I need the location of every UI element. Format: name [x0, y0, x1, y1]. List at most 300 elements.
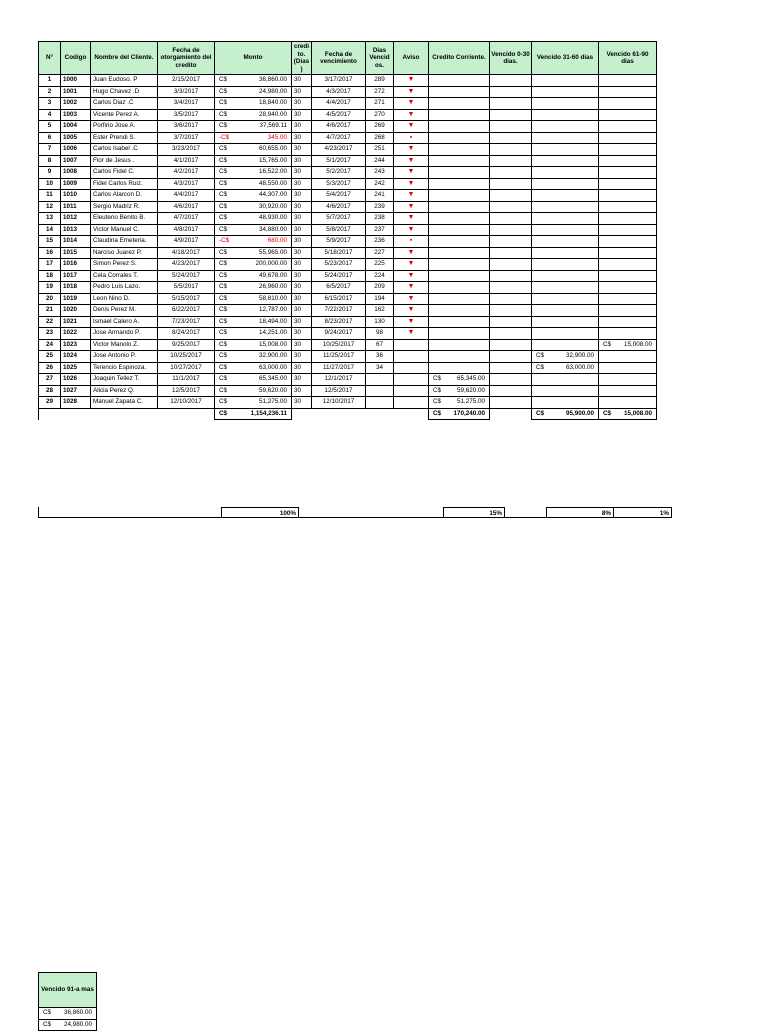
- cell-monto[interactable]: [215, 213, 292, 225]
- cell-fecha-vencimiento[interactable]: 12/5/2017: [312, 385, 366, 397]
- cell-n[interactable]: 22: [39, 316, 61, 328]
- cell-credito-corriente[interactable]: [429, 86, 490, 98]
- cell-dias-vencidos[interactable]: 36: [366, 351, 394, 363]
- cell-monto[interactable]: [215, 178, 292, 190]
- cell-n[interactable]: 29: [39, 397, 61, 409]
- cell-credito-corriente[interactable]: [429, 328, 490, 340]
- cell-credito-dias[interactable]: 30: [292, 374, 312, 386]
- cell-fecha-vencimiento[interactable]: 9/24/2017: [312, 328, 366, 340]
- cell-monto[interactable]: [215, 155, 292, 167]
- cell-fecha-vencimiento[interactable]: 5/23/2017: [312, 259, 366, 271]
- cell-codigo[interactable]: 1001: [61, 86, 91, 98]
- cell-vencido-31-60[interactable]: [532, 282, 599, 294]
- cell-vencido-0-30[interactable]: [490, 374, 532, 386]
- cell-codigo[interactable]: 1028: [61, 397, 91, 409]
- cell-vencido-0-30[interactable]: [490, 213, 532, 225]
- cell-n[interactable]: 23: [39, 328, 61, 340]
- cell-vencido-31-60[interactable]: [532, 362, 599, 374]
- cell-credito-dias[interactable]: 30: [292, 98, 312, 110]
- cell-fecha-vencimiento[interactable]: 10/25/2017: [312, 339, 366, 351]
- cell-n[interactable]: 7: [39, 144, 61, 156]
- cell-vencido-0-30[interactable]: [490, 247, 532, 259]
- cell-fecha-vencimiento[interactable]: 5/9/2017: [312, 236, 366, 248]
- cell-nombre[interactable]: Fidel Carlos Ruiz.: [91, 178, 158, 190]
- cell-codigo[interactable]: 1026: [61, 374, 91, 386]
- cell-vencido-0-30[interactable]: [490, 293, 532, 305]
- cell-vencido-61-90[interactable]: [599, 178, 657, 190]
- cell-credito-corriente[interactable]: [429, 247, 490, 259]
- cell-codigo[interactable]: 1002: [61, 98, 91, 110]
- cell-vencido-61-90[interactable]: [599, 109, 657, 121]
- cell-fecha-vencimiento[interactable]: 6/5/2017: [312, 282, 366, 294]
- cell-monto[interactable]: [215, 374, 292, 386]
- cell-n[interactable]: 4: [39, 109, 61, 121]
- cell-nombre[interactable]: Manuel Zapata C.: [91, 397, 158, 409]
- cell-n[interactable]: 11: [39, 190, 61, 202]
- cell-nombre[interactable]: Simon Perez S.: [91, 259, 158, 271]
- cell-vencido-0-30[interactable]: [490, 155, 532, 167]
- cell-fecha-vencimiento[interactable]: 11/25/2017: [312, 351, 366, 363]
- cell-nombre[interactable]: Ester Prendi S.: [91, 132, 158, 144]
- cell-codigo[interactable]: 1000: [61, 75, 91, 87]
- cell-n[interactable]: 26: [39, 362, 61, 374]
- cell-nombre[interactable]: Flor de Jesus .: [91, 155, 158, 167]
- cell-codigo[interactable]: 1022: [61, 328, 91, 340]
- cell-codigo[interactable]: 1008: [61, 167, 91, 179]
- cell-monto[interactable]: [215, 305, 292, 317]
- cell-vencido-31-60[interactable]: [532, 328, 599, 340]
- pct-monto[interactable]: 100%: [221, 507, 299, 518]
- cell-fecha-otorgamiento[interactable]: 4/18/2017: [158, 247, 215, 259]
- cell-fecha-vencimiento[interactable]: 6/15/2017: [312, 293, 366, 305]
- cell-n[interactable]: 9: [39, 167, 61, 179]
- cell-vencido-31-60[interactable]: [532, 155, 599, 167]
- cell-vencido-31-60[interactable]: [532, 224, 599, 236]
- cell-fecha-otorgamiento[interactable]: 4/4/2017: [158, 190, 215, 202]
- cell-credito-dias[interactable]: 30: [292, 190, 312, 202]
- cell-nombre[interactable]: Porfirio Jose A.: [91, 121, 158, 133]
- cell-n[interactable]: 15: [39, 236, 61, 248]
- cell-vencido-0-30[interactable]: [490, 132, 532, 144]
- cell-dias-vencidos[interactable]: 209: [366, 282, 394, 294]
- cell-fecha-vencimiento[interactable]: 11/27/2017: [312, 362, 366, 374]
- cell-nombre[interactable]: Narciso Juarez P.: [91, 247, 158, 259]
- cell-dias-vencidos[interactable]: 243: [366, 167, 394, 179]
- cell-vencido-31-60[interactable]: [532, 167, 599, 179]
- cell-n[interactable]: 27: [39, 374, 61, 386]
- cell-vencido-61-90[interactable]: [599, 132, 657, 144]
- cell-credito-corriente[interactable]: [429, 270, 490, 282]
- cell-fecha-otorgamiento[interactable]: 4/8/2017: [158, 224, 215, 236]
- cell-vencido-0-30[interactable]: [490, 259, 532, 271]
- cell-fecha-vencimiento[interactable]: 5/2/2017: [312, 167, 366, 179]
- cell-fecha-otorgamiento[interactable]: 4/9/2017: [158, 236, 215, 248]
- cell-monto[interactable]: [215, 109, 292, 121]
- cell-codigo[interactable]: 1027: [61, 385, 91, 397]
- cell-dias-vencidos[interactable]: [366, 374, 394, 386]
- cell-nombre[interactable]: Carlos Diaz .C: [91, 98, 158, 110]
- cell-credito-dias[interactable]: 30: [292, 362, 312, 374]
- cell-fecha-otorgamiento[interactable]: 5/5/2017: [158, 282, 215, 294]
- cell-vencido-0-30[interactable]: [490, 109, 532, 121]
- cell-credito-corriente[interactable]: [429, 201, 490, 213]
- cell-monto[interactable]: [215, 201, 292, 213]
- cell-dias-vencidos[interactable]: 251: [366, 144, 394, 156]
- cell-vencido-61-90[interactable]: [599, 259, 657, 271]
- cell-fecha-otorgamiento[interactable]: 4/2/2017: [158, 167, 215, 179]
- cell-dias-vencidos[interactable]: 239: [366, 201, 394, 213]
- cell-dias-vencidos[interactable]: 98: [366, 328, 394, 340]
- total-vencido-61-90[interactable]: C$ 15,008.00: [599, 408, 657, 420]
- cell-dias-vencidos[interactable]: 162: [366, 305, 394, 317]
- cell-vencido-0-30[interactable]: [490, 86, 532, 98]
- cell-n[interactable]: 14: [39, 224, 61, 236]
- cell-codigo[interactable]: 1006: [61, 144, 91, 156]
- cell-credito-corriente[interactable]: [429, 190, 490, 202]
- cell-vencido-61-90[interactable]: [599, 362, 657, 374]
- total-vencido-31-60[interactable]: C$ 95,900.00: [532, 408, 599, 420]
- cell-vencido-61-90[interactable]: [599, 190, 657, 202]
- cell-nombre[interactable]: Sergio Madriz R.: [91, 201, 158, 213]
- cell-dias-vencidos[interactable]: 224: [366, 270, 394, 282]
- cell-fecha-otorgamiento[interactable]: 3/3/2017: [158, 86, 215, 98]
- cell-monto[interactable]: [215, 351, 292, 363]
- cell-codigo[interactable]: 1018: [61, 282, 91, 294]
- cell-credito-dias[interactable]: 30: [292, 247, 312, 259]
- cell-monto[interactable]: [215, 121, 292, 133]
- cell-fecha-otorgamiento[interactable]: 12/10/2017: [158, 397, 215, 409]
- cell-credito-corriente[interactable]: [429, 132, 490, 144]
- cell-fecha-vencimiento[interactable]: 4/6/2017: [312, 201, 366, 213]
- cell-vencido-31-60[interactable]: [532, 385, 599, 397]
- cell-nombre[interactable]: Cela Corrales T.: [91, 270, 158, 282]
- cell-credito-corriente[interactable]: [429, 109, 490, 121]
- cell-vencido-61-90[interactable]: [599, 201, 657, 213]
- cell-credito-dias[interactable]: 30: [292, 282, 312, 294]
- cell-monto[interactable]: [215, 236, 292, 248]
- cell-codigo[interactable]: 1003: [61, 109, 91, 121]
- cell-dias-vencidos[interactable]: 244: [366, 155, 394, 167]
- cell-codigo[interactable]: 1009: [61, 178, 91, 190]
- cell-credito-dias[interactable]: 30: [292, 339, 312, 351]
- cell-credito-corriente[interactable]: [429, 121, 490, 133]
- cell-monto[interactable]: [215, 385, 292, 397]
- cell-codigo[interactable]: 1005: [61, 132, 91, 144]
- cell-vencido-61-90[interactable]: [599, 397, 657, 409]
- cell-fecha-otorgamiento[interactable]: 4/7/2017: [158, 213, 215, 225]
- cell-vencido-31-60[interactable]: [532, 109, 599, 121]
- cell-vencido-0-30[interactable]: [490, 75, 532, 87]
- cell-vencido-31-60[interactable]: [532, 86, 599, 98]
- cell-fecha-vencimiento[interactable]: 5/3/2017: [312, 178, 366, 190]
- cell-fecha-otorgamiento[interactable]: 3/23/2017: [158, 144, 215, 156]
- cell-credito-dias[interactable]: 30: [292, 293, 312, 305]
- total-monto[interactable]: C$ 1,154,236.11: [215, 408, 292, 420]
- cell-fecha-otorgamiento[interactable]: 2/15/2017: [158, 75, 215, 87]
- cell-n[interactable]: 17: [39, 259, 61, 271]
- cell-codigo[interactable]: 1017: [61, 270, 91, 282]
- cell-fecha-otorgamiento[interactable]: 10/27/2017: [158, 362, 215, 374]
- cell-vencido-31-60[interactable]: [532, 305, 599, 317]
- cell-n[interactable]: 3: [39, 98, 61, 110]
- cell-fecha-otorgamiento[interactable]: 7/23/2017: [158, 316, 215, 328]
- cell-credito-corriente[interactable]: [429, 305, 490, 317]
- cell-fecha-otorgamiento[interactable]: 3/7/2017: [158, 132, 215, 144]
- cell-monto[interactable]: [215, 339, 292, 351]
- cell-vencido-31-60[interactable]: [532, 374, 599, 386]
- pct-vencido-31-60[interactable]: 8%: [546, 507, 614, 518]
- cell-vencido-31-60[interactable]: [532, 270, 599, 282]
- cell-vencido-61-90[interactable]: [599, 351, 657, 363]
- cell-vencido-0-30[interactable]: [490, 282, 532, 294]
- cell-credito-dias[interactable]: 30: [292, 75, 312, 87]
- cell-vencido-61-90[interactable]: [599, 144, 657, 156]
- cell-vencido-31-60[interactable]: [532, 98, 599, 110]
- cell-vencido-61-90[interactable]: [599, 224, 657, 236]
- cell-dias-vencidos[interactable]: [366, 397, 394, 409]
- cell-fecha-otorgamiento[interactable]: 4/6/2017: [158, 201, 215, 213]
- cell-fecha-otorgamiento[interactable]: 3/6/2017: [158, 121, 215, 133]
- cell-vencido-61-90[interactable]: [599, 316, 657, 328]
- cell-monto[interactable]: [215, 316, 292, 328]
- cell-n[interactable]: 10: [39, 178, 61, 190]
- cell-vencido-61-90[interactable]: [599, 155, 657, 167]
- cell-codigo[interactable]: 1024: [61, 351, 91, 363]
- cell-vencido-0-30[interactable]: [490, 351, 532, 363]
- cell-n[interactable]: 16: [39, 247, 61, 259]
- cell-nombre[interactable]: Pedro Luis Lazo.: [91, 282, 158, 294]
- cell-vencido-61-90[interactable]: [599, 293, 657, 305]
- cell-vencido-31-60[interactable]: [532, 132, 599, 144]
- cell-monto[interactable]: [215, 224, 292, 236]
- cell-vencido-31-60[interactable]: [532, 236, 599, 248]
- cell-codigo[interactable]: 1013: [61, 224, 91, 236]
- cell-nombre[interactable]: Ismael Calero A.: [91, 316, 158, 328]
- cell-vencido-0-30[interactable]: [490, 328, 532, 340]
- cell-codigo[interactable]: 1023: [61, 339, 91, 351]
- cell-codigo[interactable]: 1021: [61, 316, 91, 328]
- cell-fecha-vencimiento[interactable]: 4/3/2017: [312, 86, 366, 98]
- cell-vencido-61-90[interactable]: [599, 167, 657, 179]
- cell-vencido-31-60[interactable]: [532, 397, 599, 409]
- cell-credito-corriente[interactable]: [429, 98, 490, 110]
- cell-credito-corriente[interactable]: [429, 362, 490, 374]
- cell-dias-vencidos[interactable]: 237: [366, 224, 394, 236]
- cell-dias-vencidos[interactable]: 271: [366, 98, 394, 110]
- cell-monto[interactable]: [215, 75, 292, 87]
- cell-credito-dias[interactable]: 30: [292, 213, 312, 225]
- cell-nombre[interactable]: Leon Nino D.: [91, 293, 158, 305]
- cell-monto[interactable]: [215, 397, 292, 409]
- cell-credito-dias[interactable]: 30: [292, 132, 312, 144]
- cell-credito-corriente[interactable]: [429, 316, 490, 328]
- cell-credito-dias[interactable]: 30: [292, 86, 312, 98]
- cell-fecha-otorgamiento[interactable]: 3/5/2017: [158, 109, 215, 121]
- cell-fecha-vencimiento[interactable]: 5/24/2017: [312, 270, 366, 282]
- cell-vencido-31-60[interactable]: [532, 201, 599, 213]
- cell-dias-vencidos[interactable]: 268: [366, 132, 394, 144]
- cell-codigo[interactable]: 1014: [61, 236, 91, 248]
- cell-credito-corriente[interactable]: [429, 397, 490, 409]
- cell-monto[interactable]: [215, 144, 292, 156]
- cell-vencido-0-30[interactable]: [490, 190, 532, 202]
- cell-vencido-31-60[interactable]: [532, 247, 599, 259]
- cell-fecha-otorgamiento[interactable]: 4/1/2017: [158, 155, 215, 167]
- cell-fecha-vencimiento[interactable]: 5/7/2017: [312, 213, 366, 225]
- cell-credito-corriente[interactable]: [429, 167, 490, 179]
- cell-vencido-61-90[interactable]: [599, 121, 657, 133]
- cell-credito-dias[interactable]: 30: [292, 316, 312, 328]
- cell-nombre[interactable]: Jose Armando P.: [91, 328, 158, 340]
- cell-nombre[interactable]: Carlos Isabel .C: [91, 144, 158, 156]
- cell-credito-dias[interactable]: 30: [292, 351, 312, 363]
- cell-dias-vencidos[interactable]: 34: [366, 362, 394, 374]
- cell-fecha-otorgamiento[interactable]: 12/5/2017: [158, 385, 215, 397]
- cell-dias-vencidos[interactable]: 225: [366, 259, 394, 271]
- cell-nombre[interactable]: Carlos Fidel C.: [91, 167, 158, 179]
- cell-codigo[interactable]: 1004: [61, 121, 91, 133]
- cell-codigo[interactable]: 1020: [61, 305, 91, 317]
- cell-nombre[interactable]: Carlos Alarcon D.: [91, 190, 158, 202]
- cell-credito-dias[interactable]: 30: [292, 224, 312, 236]
- cell-dias-vencidos[interactable]: 227: [366, 247, 394, 259]
- cell-vencido-61-90[interactable]: [599, 86, 657, 98]
- cell-credito-dias[interactable]: 30: [292, 259, 312, 271]
- cell-monto[interactable]: [215, 86, 292, 98]
- cell-credito-dias[interactable]: 30: [292, 109, 312, 121]
- cell-monto[interactable]: [215, 132, 292, 144]
- cell-vencido-61-90[interactable]: [599, 98, 657, 110]
- cell-vencido-61-90[interactable]: [599, 236, 657, 248]
- cell-n[interactable]: 25: [39, 351, 61, 363]
- cell-monto[interactable]: [215, 98, 292, 110]
- cell-credito-dias[interactable]: 30: [292, 385, 312, 397]
- cell-fecha-vencimiento[interactable]: 5/1/2017: [312, 155, 366, 167]
- cell-dias-vencidos[interactable]: 67: [366, 339, 394, 351]
- cell-fecha-otorgamiento[interactable]: 5/15/2017: [158, 293, 215, 305]
- cell-nombre[interactable]: Terencio Espinoza.: [91, 362, 158, 374]
- cell-vencido-61-90[interactable]: [599, 282, 657, 294]
- pct-corriente[interactable]: 15%: [443, 507, 505, 518]
- cell-vencido-0-30[interactable]: [490, 397, 532, 409]
- cell-fecha-otorgamiento[interactable]: 9/25/2017: [158, 339, 215, 351]
- cell-fecha-vencimiento[interactable]: 4/7/2017: [312, 132, 366, 144]
- cell-nombre[interactable]: Victor Manuel C.: [91, 224, 158, 236]
- cell-dias-vencidos[interactable]: 194: [366, 293, 394, 305]
- cell-n[interactable]: 6: [39, 132, 61, 144]
- cell-fecha-otorgamiento[interactable]: 8/24/2017: [158, 328, 215, 340]
- cell-fecha-vencimiento[interactable]: 4/23/2017: [312, 144, 366, 156]
- cell-vencido-31-60[interactable]: [532, 213, 599, 225]
- cell-vencido-31-60[interactable]: [532, 259, 599, 271]
- cell-nombre[interactable]: Victor Manolo Z.: [91, 339, 158, 351]
- cell-credito-corriente[interactable]: [429, 224, 490, 236]
- cell-dias-vencidos[interactable]: 241: [366, 190, 394, 202]
- v91-cell[interactable]: C$ 24,980.00: [39, 1019, 97, 1031]
- cell-credito-corriente[interactable]: [429, 293, 490, 305]
- cell-n[interactable]: 13: [39, 213, 61, 225]
- cell-fecha-vencimiento[interactable]: 3/17/2017: [312, 75, 366, 87]
- cell-fecha-otorgamiento[interactable]: 10/25/2017: [158, 351, 215, 363]
- cell-fecha-vencimiento[interactable]: 7/22/2017: [312, 305, 366, 317]
- cell-vencido-31-60[interactable]: [532, 316, 599, 328]
- cell-vencido-0-30[interactable]: [490, 362, 532, 374]
- cell-dias-vencidos[interactable]: 289: [366, 75, 394, 87]
- cell-monto[interactable]: [215, 167, 292, 179]
- cell-vencido-0-30[interactable]: [490, 270, 532, 282]
- cell-credito-corriente[interactable]: [429, 155, 490, 167]
- v91-cell[interactable]: C$ 36,860.00: [39, 1008, 97, 1020]
- cell-vencido-31-60[interactable]: [532, 351, 599, 363]
- cell-vencido-61-90[interactable]: [599, 385, 657, 397]
- cell-vencido-61-90[interactable]: [599, 305, 657, 317]
- cell-codigo[interactable]: 1011: [61, 201, 91, 213]
- cell-vencido-31-60[interactable]: [532, 293, 599, 305]
- cell-vencido-61-90[interactable]: [599, 339, 657, 351]
- cell-dias-vencidos[interactable]: 272: [366, 86, 394, 98]
- cell-nombre[interactable]: Denis Perez M.: [91, 305, 158, 317]
- cell-vencido-61-90[interactable]: [599, 328, 657, 340]
- cell-credito-dias[interactable]: 30: [292, 167, 312, 179]
- cell-fecha-vencimiento[interactable]: 4/6/2017: [312, 121, 366, 133]
- cell-monto[interactable]: [215, 293, 292, 305]
- cell-dias-vencidos[interactable]: 269: [366, 121, 394, 133]
- cell-vencido-0-30[interactable]: [490, 178, 532, 190]
- cell-vencido-0-30[interactable]: [490, 305, 532, 317]
- cell-vencido-0-30[interactable]: [490, 385, 532, 397]
- cell-nombre[interactable]: Claudina Emeteria.: [91, 236, 158, 248]
- cell-vencido-0-30[interactable]: [490, 98, 532, 110]
- cell-vencido-31-60[interactable]: [532, 178, 599, 190]
- cell-n[interactable]: 21: [39, 305, 61, 317]
- cell-fecha-vencimiento[interactable]: 12/10/2017: [312, 397, 366, 409]
- cell-n[interactable]: 12: [39, 201, 61, 213]
- cell-vencido-0-30[interactable]: [490, 167, 532, 179]
- cell-n[interactable]: 19: [39, 282, 61, 294]
- cell-codigo[interactable]: 1007: [61, 155, 91, 167]
- cell-credito-corriente[interactable]: [429, 385, 490, 397]
- cell-credito-dias[interactable]: 30: [292, 144, 312, 156]
- cell-credito-corriente[interactable]: [429, 282, 490, 294]
- pct-vencido-61-90[interactable]: 1%: [613, 507, 672, 518]
- cell-monto[interactable]: [215, 270, 292, 282]
- cell-nombre[interactable]: Vicente Perez A.: [91, 109, 158, 121]
- cell-credito-dias[interactable]: 30: [292, 201, 312, 213]
- cell-monto[interactable]: [215, 362, 292, 374]
- cell-fecha-otorgamiento[interactable]: 6/22/2017: [158, 305, 215, 317]
- cell-vencido-0-30[interactable]: [490, 144, 532, 156]
- cell-fecha-vencimiento[interactable]: 12/1/2017: [312, 374, 366, 386]
- cell-vencido-0-30[interactable]: [490, 201, 532, 213]
- cell-n[interactable]: 18: [39, 270, 61, 282]
- cell-fecha-vencimiento[interactable]: 5/18/2017: [312, 247, 366, 259]
- cell-credito-corriente[interactable]: [429, 213, 490, 225]
- cell-n[interactable]: 24: [39, 339, 61, 351]
- cell-dias-vencidos[interactable]: [366, 385, 394, 397]
- cell-monto[interactable]: [215, 282, 292, 294]
- cell-credito-corriente[interactable]: [429, 351, 490, 363]
- cell-credito-dias[interactable]: 30: [292, 270, 312, 282]
- cell-nombre[interactable]: Eleuterio Benito B.: [91, 213, 158, 225]
- cell-codigo[interactable]: 1010: [61, 190, 91, 202]
- cell-fecha-otorgamiento[interactable]: 4/3/2017: [158, 178, 215, 190]
- cell-dias-vencidos[interactable]: 130: [366, 316, 394, 328]
- cell-fecha-otorgamiento[interactable]: 3/4/2017: [158, 98, 215, 110]
- cell-dias-vencidos[interactable]: 270: [366, 109, 394, 121]
- cell-fecha-otorgamiento[interactable]: 5/24/2017: [158, 270, 215, 282]
- cell-nombre[interactable]: Joaquin Tellez T.: [91, 374, 158, 386]
- cell-codigo[interactable]: 1019: [61, 293, 91, 305]
